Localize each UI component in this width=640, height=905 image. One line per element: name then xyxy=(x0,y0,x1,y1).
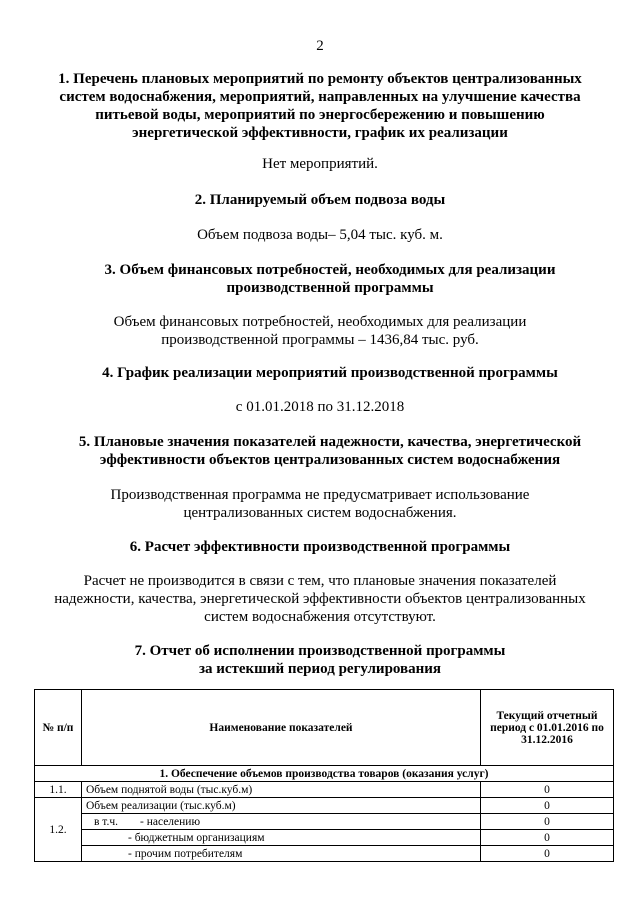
section-1-title-line: 1. Перечень плановых мероприятий по ремонту объектов централизованных xyxy=(58,71,582,87)
section-6-text-line: систем водоснабжения отсутствуют. xyxy=(204,609,436,625)
row-value: 0 xyxy=(481,846,614,862)
table-row xyxy=(35,798,614,814)
section-3-title-line: 3. Объем финансовых потребностей, необходимых для реализации xyxy=(104,262,556,278)
table-row xyxy=(35,830,614,846)
section-7-title-line: за истекший период регулирования xyxy=(198,661,442,677)
section-1-title xyxy=(0,70,640,142)
row-num: 1.2. xyxy=(35,798,82,862)
section-6-text-line: надежности, качества, энергетической эффективности объектов централизованных xyxy=(54,591,586,607)
section-2-text: Объем подвоза воды– 5,04 тыс. куб. м. xyxy=(197,227,443,243)
section-3-text-line: производственной программы – 1436,84 тыс. руб. xyxy=(161,332,479,348)
col-header-num: № п/п xyxy=(35,690,82,766)
section-1-title-line: питьевой воды, мероприятий по энергосбережению и повышению xyxy=(95,107,545,123)
section-5-title-line: 5. Плановые значения показателей надежности, качества, энергетической xyxy=(78,434,582,450)
table-row xyxy=(35,782,614,798)
col-header-name: Наименование показателей xyxy=(82,690,481,766)
section-4-title: 4. График реализации мероприятий производственной программы xyxy=(102,365,558,381)
section-3-title-line: производственной программы xyxy=(226,280,434,296)
section-3-text xyxy=(0,313,640,349)
report-table xyxy=(34,689,614,862)
table-row xyxy=(35,846,614,862)
section-5-title xyxy=(20,433,640,469)
row-value: 0 xyxy=(481,814,614,830)
table-header-row xyxy=(35,690,614,766)
section-3-text-line: Объем финансовых потребностей, необходимых для реализации xyxy=(113,314,527,330)
section-7-title-line: 7. Отчет об исполнении производственной программы xyxy=(134,643,506,659)
row-name: Объем реализации (тыс.куб.м) xyxy=(82,798,481,814)
section-5-text-line: централизованных систем водоснабжения. xyxy=(183,505,457,521)
row-value: 0 xyxy=(481,798,614,814)
col-header-value: Текущий отчетный период с 01.01.2016 по 31.12.2016 xyxy=(481,690,614,766)
page-number: 2 xyxy=(316,38,324,54)
row-name: - прочим потребителям xyxy=(82,846,481,862)
section-5-title-line: эффективности объектов централизованных систем водоснабжения xyxy=(99,452,561,468)
row-num: 1.1. xyxy=(35,782,82,798)
section-1-title-line: систем водоснабжения, мероприятий, направленных на улучшение качества xyxy=(59,89,581,105)
section-1-title-line: энергетической эффективности, график их реализации xyxy=(132,125,508,141)
table-row xyxy=(35,814,614,830)
section-3-title xyxy=(20,261,640,297)
section-4-text: с 01.01.2018 по 31.12.2018 xyxy=(235,399,405,415)
row-value: 0 xyxy=(481,782,614,798)
section-6-text xyxy=(0,572,640,626)
sub-label: - населению xyxy=(140,815,201,828)
row-name xyxy=(82,814,481,830)
section-7-title xyxy=(0,642,640,678)
table-section-row xyxy=(35,766,614,782)
sub-prefix: в т.ч. xyxy=(94,815,118,828)
section-2-title: 2. Планируемый объем подвоза воды xyxy=(194,192,446,208)
row-name: Объем поднятой воды (тыс.куб.м) xyxy=(82,782,481,798)
section-6-text-line: Расчет не производится в связи с тем, что плановые значения показателей xyxy=(83,573,557,589)
row-value: 0 xyxy=(481,830,614,846)
section-5-text xyxy=(0,486,640,522)
table-section-title: 1. Обеспечение объемов производства товаров (оказания услуг) xyxy=(35,766,614,782)
row-name: - бюджетным организациям xyxy=(82,830,481,846)
section-5-text-line: Производственная программа не предусматривает использование xyxy=(110,487,530,503)
section-1-text: Нет мероприятий. xyxy=(262,156,378,172)
section-6-title: 6. Расчет эффективности производственной программы xyxy=(129,539,511,555)
